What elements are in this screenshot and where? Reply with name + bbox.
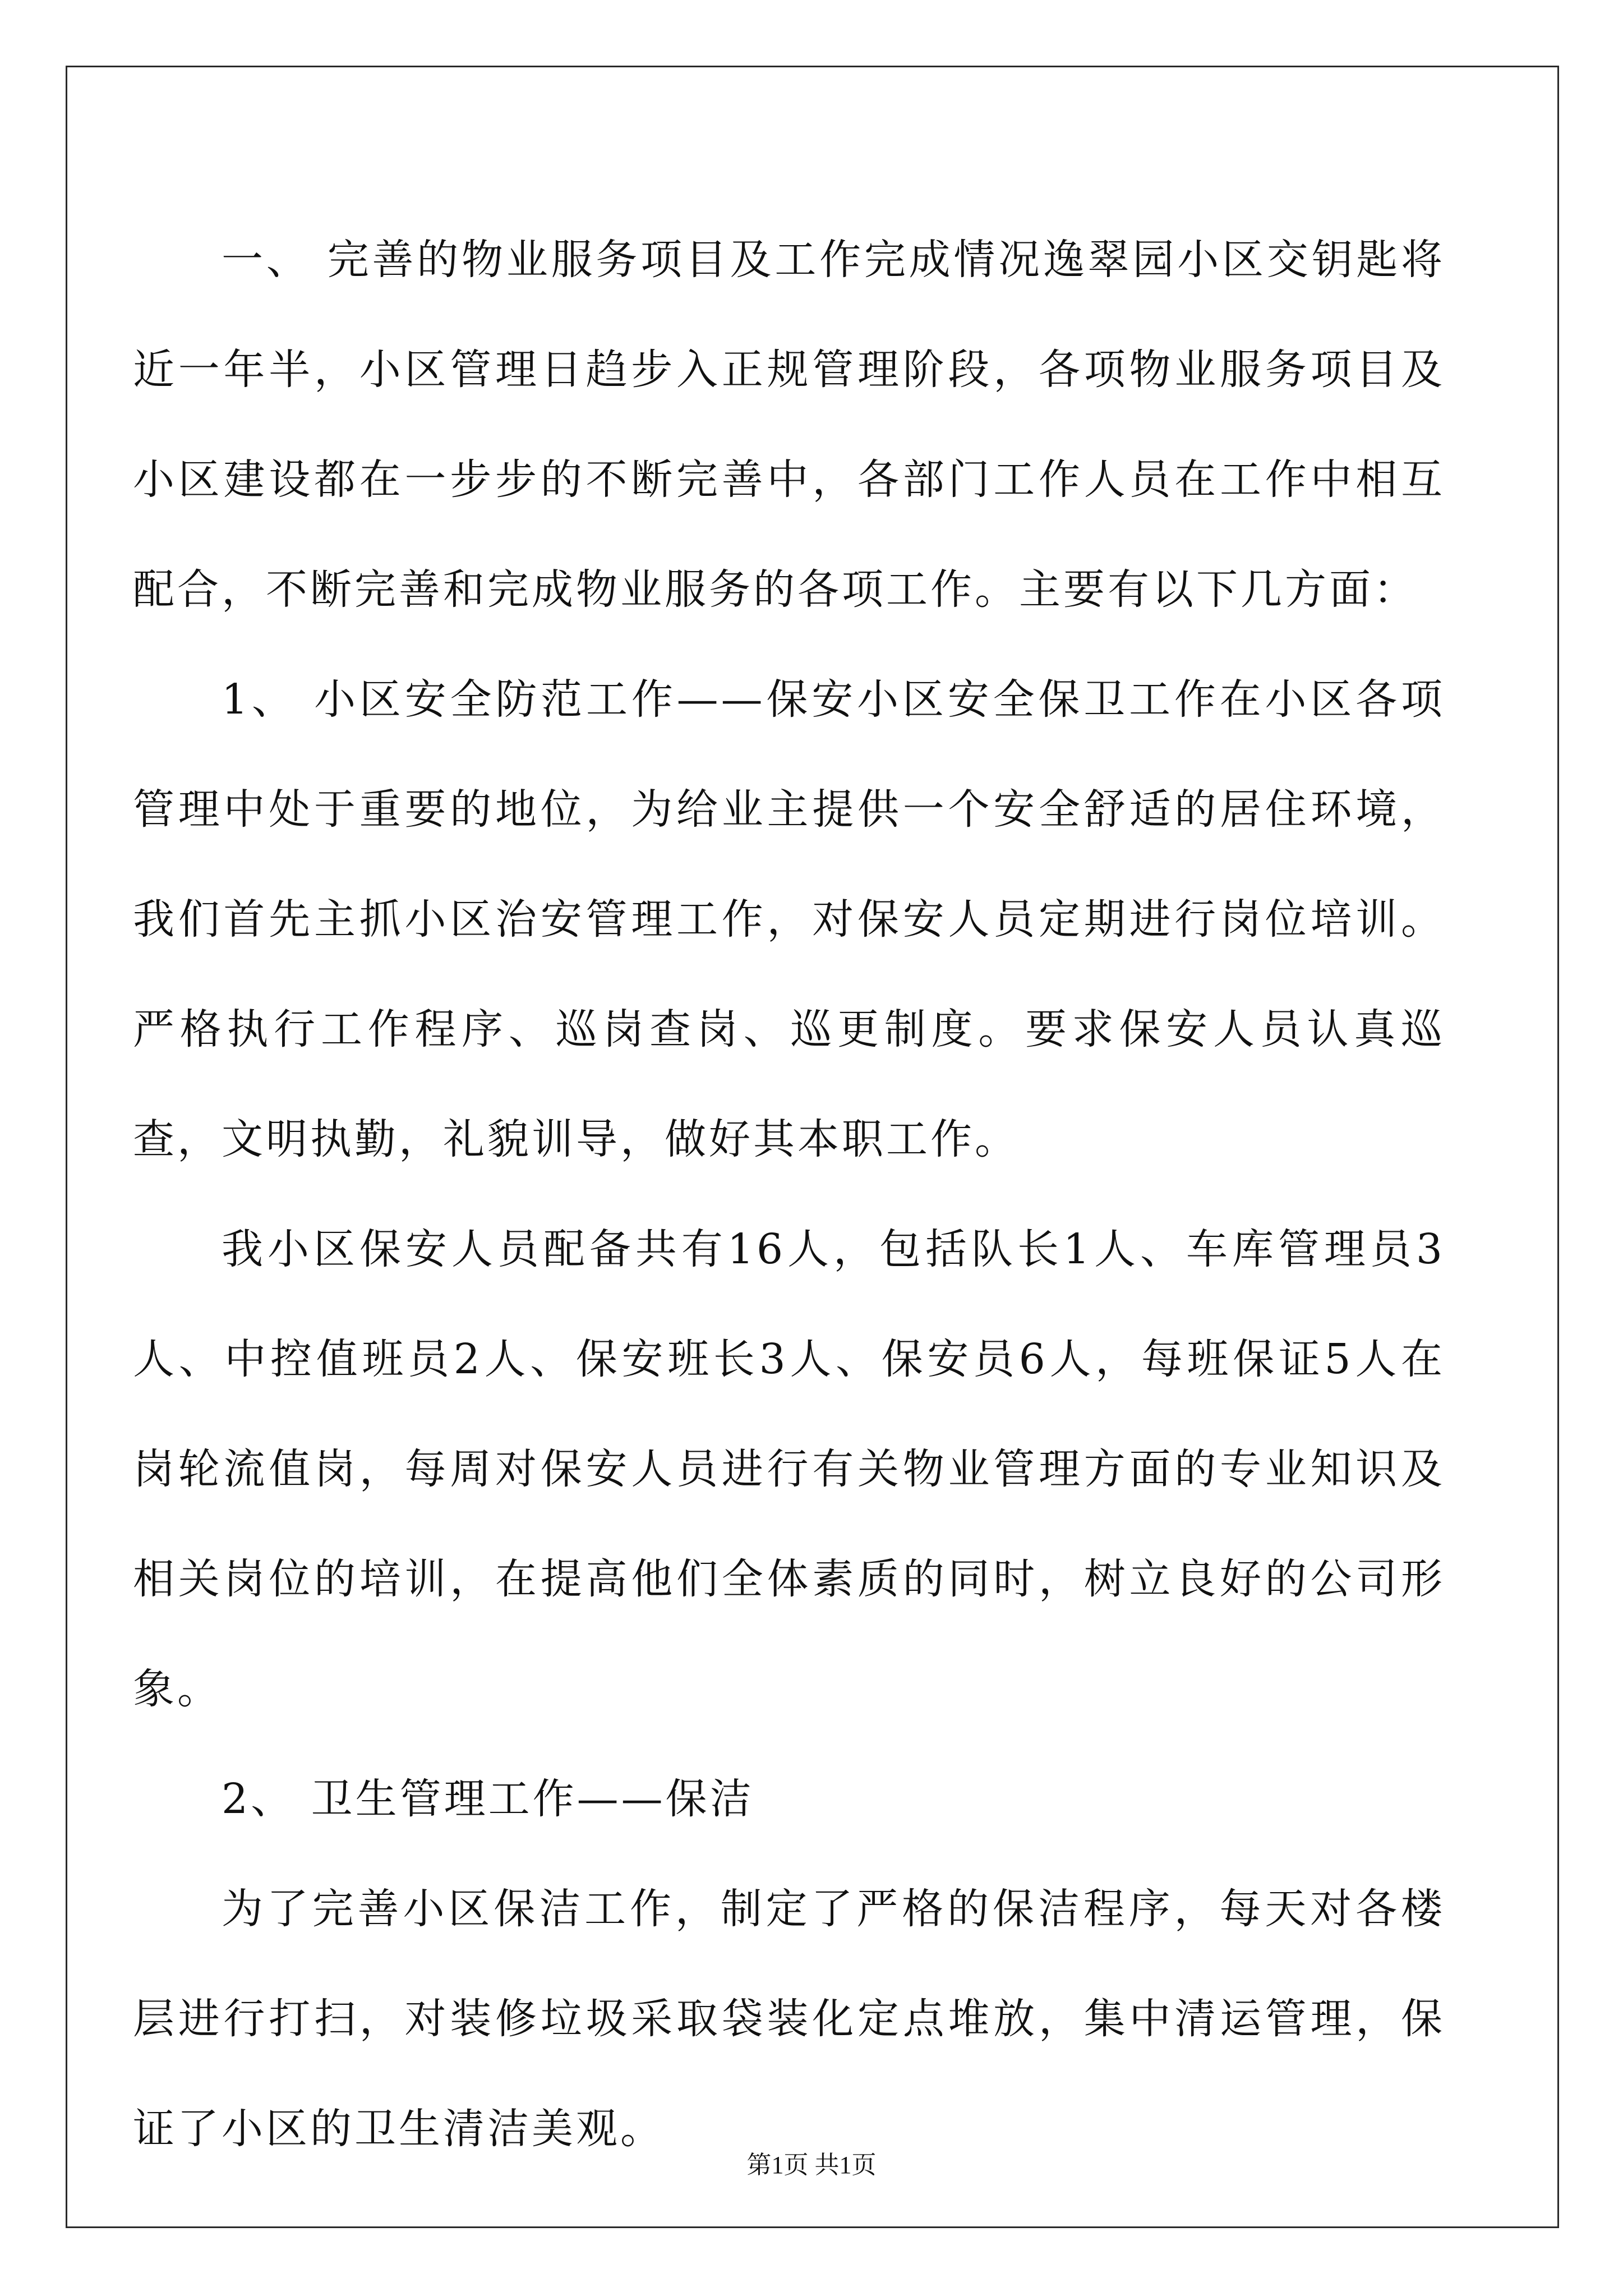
paragraph-security-heading: 1、 小区安全防范工作——保安小区安全保卫工作在小区各项管理中处于重要的地位，为给业主提供一个安全舒适的居住环境，我们首先主抓小区治安管理工作，对保安人员定期进行岗位培训。严格执行工作程序、巡岗查岗、巡更制度。要求保安人员认真巡查，文明执勤，礼貌训导，做好其本职工作。 [133,675,1445,1163]
paragraph-security-staff: 我小区保安人员配备共有16人，包括队长1人、车库管理员3人、中控值班员2人、保安班长3人、保安员6人，每班保证5人在岗轮流值岗，每周对保安人员进行有关物业管理方面的专业知识及相关岗位的培训，在提高他们全体素质的同时，树立良好的公司形象。 [133,1225,1445,1713]
paragraph-sanitation-detail: 为了完善小区保洁工作，制定了严格的保洁程序，每天对各楼层进行打扫，对装修垃圾采取袋装化定点堆放，集中清运管理，保证了小区的卫生清洁美观。 [133,1885,1445,2153]
page-number-label: 第1页 共1页 [746,2151,877,2179]
document-body [133,205,1445,2184]
page-footer [0,2150,1623,2181]
paragraph-sanitation-heading: 2、 卫生管理工作——保洁 [222,1775,754,1823]
paragraph-intro: 一、 完善的物业服务项目及工作完成情况逸翠园小区交钥匙将近一年半，小区管理日趋步入正规管理阶段，各项物业服务项目及小区建设都在一步步的不断完善中，各部门工作人员在工作中相互配合，不断完善和完成物业服务的各项工作。主要有以下几方面： [133,236,1445,614]
